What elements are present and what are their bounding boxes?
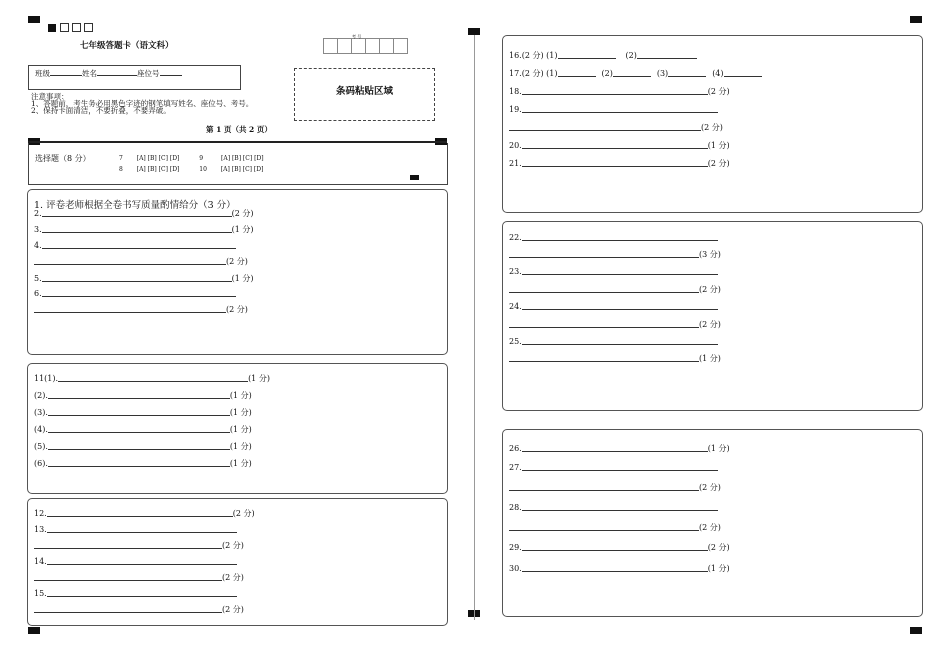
- answer-row: (2 分): [34, 306, 248, 314]
- class-label: 班级: [35, 69, 50, 78]
- answer-row: 23.: [509, 268, 718, 276]
- choice-options[interactable]: [A] [B] [C] [D]: [221, 155, 264, 162]
- answer-row: (2 分): [34, 542, 244, 550]
- answer-row: (2 分): [509, 484, 721, 492]
- answer-row: (2 分): [509, 124, 723, 132]
- barcode-label: 条码粘贴区域: [335, 86, 393, 97]
- answer-row: 11(1). (1 分): [34, 374, 270, 383]
- answer-row: 14.: [34, 558, 237, 566]
- answer-row: 3. (1 分): [34, 225, 254, 234]
- answer-row: (5). (1 分): [34, 442, 252, 451]
- note-1: 1、答题前，考生务必用黑色字迹的钢笔填写姓名、座位号、考号。: [31, 99, 254, 108]
- answer-row: 26. (1 分): [509, 444, 730, 453]
- answer-row: 28.: [509, 504, 718, 512]
- name-field[interactable]: [97, 74, 137, 76]
- answer-row: 13.: [34, 526, 237, 534]
- class-field[interactable]: [50, 74, 82, 76]
- answer-row: 4.: [34, 242, 236, 250]
- answer-row: 15.: [34, 590, 237, 598]
- answer-row-17: 17.(2 分) (1) (2) (3) (4): [509, 70, 762, 78]
- answer-row: 12. (2 分): [34, 509, 255, 518]
- empty-square-icon: [72, 23, 81, 32]
- student-info-box: [28, 65, 241, 90]
- section1-title: 1. 评卷老师根据全卷书写质量酌情给分（3 分）: [34, 200, 236, 211]
- answer-row: (4). (1 分): [34, 425, 252, 434]
- answer-row: 24.: [509, 303, 718, 311]
- seat-field[interactable]: [160, 74, 182, 76]
- answer-row: (2 分): [34, 606, 244, 614]
- empty-square-icon: [84, 23, 93, 32]
- answer-box-section-2: [27, 363, 448, 494]
- answer-box-section-5: [502, 221, 923, 411]
- choice-box: 选择题（8 分） 7 [A] [B] [C] [D] 9 [A] [B] [C] [D] 8 [A] [B] [C] [D] 10 [A] [B] [C] [D]: [28, 143, 448, 185]
- notes-title: 注意事项：: [31, 92, 69, 101]
- answer-row: 22.: [509, 234, 718, 242]
- corner-mark-top-left: [28, 16, 40, 23]
- answer-box-section-3: [27, 498, 448, 626]
- answer-row: (2 分): [509, 321, 721, 329]
- answer-row: 21. (2 分): [509, 159, 730, 168]
- barcode-area: [294, 68, 435, 121]
- answer-row: (6). (1 分): [34, 459, 252, 468]
- answer-row: 19.: [509, 106, 718, 114]
- page-number: 第 1 页（共 2 页）: [206, 125, 272, 134]
- exam-number-grid[interactable]: [323, 38, 409, 54]
- answer-row: (2 分): [34, 258, 248, 266]
- exam-number-label: 考 号: [352, 34, 362, 39]
- choice-options[interactable]: [A] [B] [C] [D]: [136, 155, 180, 162]
- answer-box-section-1: [27, 189, 448, 355]
- empty-square-icon: [60, 23, 69, 32]
- answer-row: 18. (2 分): [509, 87, 730, 96]
- answer-row: 30. (1 分): [509, 564, 730, 573]
- page-type-squares: [48, 17, 96, 36]
- filled-square-icon: [48, 24, 56, 32]
- answer-row: (2 分): [509, 524, 721, 532]
- answer-box-section-4: [502, 35, 923, 213]
- note-2: 2、保持卡面清洁，不要折叠，不要弄破。: [31, 106, 171, 115]
- answer-box-section-6: [502, 429, 923, 617]
- choice-small-mark: [410, 175, 419, 180]
- answer-row: 5. (1 分): [34, 274, 254, 283]
- choice-options[interactable]: [A] [B] [C] [D]: [220, 166, 264, 173]
- choice-options[interactable]: [A] [B] [C] [D]: [136, 166, 180, 173]
- seat-label: 座位号: [137, 69, 160, 78]
- answer-row: 6.: [34, 290, 236, 298]
- answer-row: 25.: [509, 338, 718, 346]
- answer-row: (2 分): [34, 574, 244, 582]
- page-title: 七年级答题卡（语文科）: [80, 41, 174, 51]
- answer-row: 20. (1 分): [509, 141, 730, 150]
- answer-row: 2. (2 分): [34, 209, 254, 218]
- corner-mark-bottom-right: [910, 627, 922, 634]
- corner-mark-top-right: [910, 16, 922, 23]
- answer-row: (2 分): [509, 286, 721, 294]
- answer-row-16: 16.(2 分) (1) (2): [509, 52, 697, 60]
- choice-title: 选择题（8 分）: [35, 154, 91, 163]
- corner-mark-bottom-left: [28, 627, 40, 634]
- fold-mark-top: [468, 28, 480, 35]
- answer-row: 29. (2 分): [509, 543, 730, 552]
- fold-line: [474, 35, 475, 620]
- answer-row: (1 分): [509, 355, 721, 363]
- answer-row: 27.: [509, 464, 718, 472]
- answer-row: (3 分): [509, 251, 721, 259]
- name-label: 姓名: [82, 69, 97, 78]
- answer-row: (2). (1 分): [34, 391, 252, 400]
- answer-row: (3). (1 分): [34, 408, 252, 417]
